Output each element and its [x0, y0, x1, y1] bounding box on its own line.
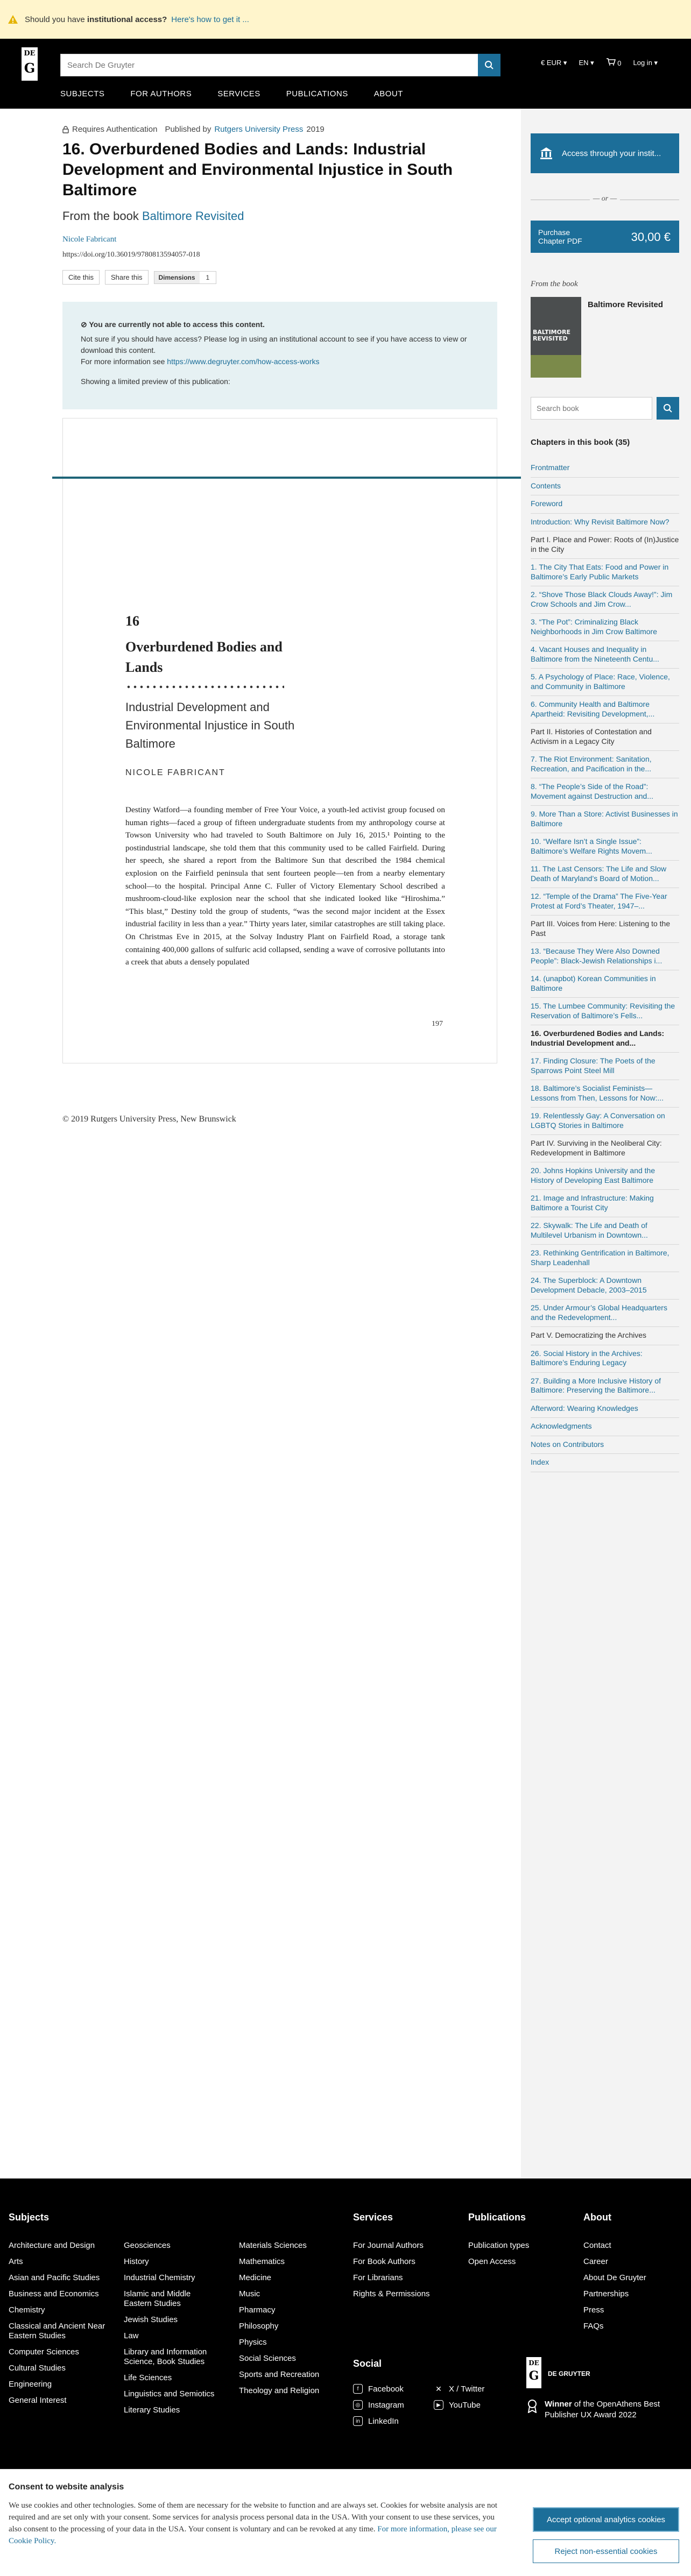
- footer-publications-link[interactable]: Publication types: [468, 2241, 530, 2250]
- no-access-more-info: For more information see https://www.degruyter.com/how-access-works: [81, 357, 320, 366]
- sidebar: [521, 109, 691, 2178]
- chapter-item[interactable]: 26. Social History in the Archives: Baltimore’s Enduring Legacy: [531, 1345, 679, 1373]
- footer-subject-link[interactable]: Social Sciences: [239, 2354, 296, 2363]
- chapter-part-heading: Part V. Democratizing the Archives: [531, 1327, 679, 1345]
- footer-about-link[interactable]: Career: [583, 2257, 608, 2266]
- instagram-icon: ◎: [353, 2400, 363, 2410]
- chapter-item[interactable]: 3. “The Pot”: Criminalizing Black Neighborhoods in Jim Crow Baltimore: [531, 614, 679, 641]
- footer-about-link[interactable]: Contact: [583, 2241, 611, 2250]
- footer-subject-link[interactable]: Computer Sciences: [9, 2347, 79, 2357]
- footer-subject-link[interactable]: Islamic and Middle Eastern Studies: [124, 2289, 191, 2308]
- de-gruyter-logo[interactable]: DE G: [22, 47, 38, 81]
- sidebar-book-title[interactable]: Baltimore Revisited: [588, 300, 664, 309]
- institutional-access-banner: [0, 0, 691, 39]
- no-access-notice: [62, 302, 497, 409]
- social-links: [353, 2384, 514, 2426]
- social-x[interactable]: ✕ X / Twitter: [434, 2384, 514, 2394]
- price: 30,00 €: [631, 230, 671, 244]
- footer-services: [353, 2238, 430, 2302]
- footer-subject-link[interactable]: Industrial Chemistry: [124, 2273, 195, 2282]
- consent-text: We use cookies and other technologies. Some of them are necessary for the website to function and are always set. Cookies for website analysis are not required and are set only with your consent. Some services for analysis process personal data in the USA. With your consent to use these services, you also consent to the processing of your data in the USA. Your consent is voluntary and can be revoked at any time. For more information, please see our Cookie Policy.: [9, 2501, 498, 2545]
- chapter-item[interactable]: 1. The City That Eats: Food and Power in Baltimore’s Early Public Markets: [531, 559, 679, 586]
- footer-subject-link[interactable]: Geosciences: [124, 2241, 171, 2250]
- site-search: [60, 54, 500, 76]
- nav-for-authors[interactable]: FOR AUTHORS: [130, 89, 192, 98]
- footer-subjects-heading: Subjects: [9, 2212, 50, 2223]
- chapter-item[interactable]: Acknowledgments: [531, 1418, 679, 1436]
- footer-subject-link[interactable]: Engineering: [9, 2380, 52, 2389]
- nav-about[interactable]: ABOUT: [373, 89, 403, 98]
- limited-preview-note: Showing a limited preview of this publication:: [81, 377, 230, 386]
- footer-about-link[interactable]: Partnerships: [583, 2289, 629, 2298]
- chapter-item[interactable]: 5. A Psychology of Place: Race, Violence, and Community in Baltimore: [531, 669, 679, 696]
- author-link[interactable]: Nicole Fabricant: [62, 235, 117, 244]
- consent-title: Consent to website analysis: [9, 2482, 124, 2492]
- chapter-item[interactable]: Notes on Contributors: [531, 1436, 679, 1454]
- warning-icon: [8, 14, 18, 25]
- preview-chapter-subtitle: Industrial Development and Environmental Injustice in South Baltimore: [125, 700, 295, 750]
- purchase-button[interactable]: Purchase Chapter PDF 30,00 €: [531, 221, 679, 253]
- from-book-line: From the book Baltimore Revisited: [62, 209, 244, 223]
- footer-subject-link[interactable]: Arts: [9, 2257, 23, 2266]
- award-icon: [526, 2399, 538, 2413]
- preview-author: NICOLE FABRICANT: [125, 768, 225, 777]
- facebook-icon: f: [353, 2384, 363, 2394]
- footer-about: [583, 2238, 646, 2334]
- dimensions-badge[interactable]: Dimensions 1: [154, 271, 217, 284]
- chapter-item[interactable]: 12. “Temple of the Drama” The Five-Year Protest at Ford’s Theater, 1947–...: [531, 888, 679, 916]
- article-actions: [62, 270, 497, 285]
- footer-subjects-col1: [9, 2238, 105, 2409]
- share-button[interactable]: Share this: [105, 270, 149, 285]
- or-divider: — or —: [531, 195, 679, 203]
- search-icon: [484, 60, 494, 70]
- requires-authentication: Requires Authentication: [72, 125, 158, 134]
- institution-icon: [539, 146, 553, 160]
- site-header: [0, 39, 691, 109]
- footer-subject-link[interactable]: Mathematics: [239, 2257, 285, 2266]
- banner-question: Should you have institutional access?: [25, 15, 167, 24]
- chapter-item[interactable]: 17. Finding Closure: The Poets of the Sparrows Point Steel Mill: [531, 1053, 679, 1080]
- chapter-item[interactable]: Introduction: Why Revisit Baltimore Now?: [531, 514, 679, 532]
- chapter-item[interactable]: 24. The Superblock: A Downtown Development Debacle, 2003–2015: [531, 1272, 679, 1300]
- cookie-consent: [0, 2469, 691, 2576]
- chapter-item[interactable]: Frontmatter: [531, 459, 679, 478]
- footer-logo[interactable]: DE G: [526, 2357, 541, 2388]
- preview-page: [125, 613, 445, 969]
- social-facebook[interactable]: f Facebook: [353, 2384, 434, 2394]
- footer-subject-link[interactable]: Law: [124, 2331, 139, 2340]
- access-institution-button[interactable]: Access through your instit...: [531, 133, 679, 173]
- main-content: [62, 125, 497, 1063]
- chapter-item[interactable]: 2. “Shove Those Black Clouds Away!”: Jim Crow Schools and Jim Crow...: [531, 586, 679, 614]
- cookie-policy-link[interactable]: For more information, please see our Cookie Policy.: [9, 2525, 497, 2545]
- footer-about-link[interactable]: Press: [583, 2305, 604, 2315]
- nav-publications[interactable]: PUBLICATIONS: [286, 89, 348, 98]
- youtube-icon: ▶: [434, 2400, 443, 2410]
- chapter-item-current[interactable]: 16. Overburdened Bodies and Lands: Industrial Development and...: [531, 1025, 679, 1053]
- book-cover-title: BALTIMORE REVISITED: [533, 329, 570, 342]
- preview-page-number: 197: [432, 1020, 443, 1028]
- footer-subject-link[interactable]: Theology and Religion: [239, 2386, 320, 2395]
- cart-icon: [606, 58, 616, 66]
- chapter-item[interactable]: Contents: [531, 478, 679, 496]
- footer-about-link[interactable]: About De Gruyter: [583, 2273, 646, 2282]
- cart-count: 0: [617, 59, 622, 67]
- footer-subject-link[interactable]: Architecture and Design: [9, 2241, 95, 2250]
- publisher-link[interactable]: Rutgers University Press: [214, 125, 304, 134]
- chapter-item[interactable]: 11. The Last Censors: The Life and Slow Death of Maryland’s Board of Motion...: [531, 861, 679, 888]
- footer-subject-link[interactable]: Sports and Recreation: [239, 2370, 320, 2379]
- footer-subject-link[interactable]: Chemistry: [9, 2305, 45, 2315]
- footer-subject-link[interactable]: Business and Economics: [9, 2289, 99, 2298]
- preview-dotted-rule: [125, 685, 284, 689]
- preview-divider: [52, 477, 563, 479]
- chapter-part-heading: Part II. Histories of Contestation and Activism in a Legacy City: [531, 723, 679, 751]
- no-access-text: Not sure if you should have access? Please log in using an institutional account to see if you have access to view or download this content.: [81, 335, 467, 354]
- footer-services-heading: Services: [353, 2212, 393, 2223]
- chapters-heading: Chapters in this book (35): [531, 438, 630, 447]
- footer-services-link[interactable]: For Librarians: [353, 2273, 403, 2282]
- footer-subject-link[interactable]: Medicine: [239, 2273, 272, 2282]
- chapter-item[interactable]: 20. Johns Hopkins University and the History of Developing East Baltimore: [531, 1162, 679, 1190]
- chapter-item[interactable]: Afterword: Wearing Knowledges: [531, 1400, 679, 1418]
- language-selector[interactable]: EN ▾: [579, 58, 594, 67]
- footer-services-link[interactable]: For Journal Authors: [353, 2241, 424, 2250]
- footer-brand-name: DE GRUYTER: [548, 2370, 590, 2378]
- chapter-item[interactable]: 25. Under Armour’s Global Headquarters and the Redevelopment...: [531, 1300, 679, 1327]
- banner-help-link[interactable]: Here's how to get it ...: [171, 15, 249, 24]
- footer-subject-link[interactable]: Life Sciences: [124, 2373, 172, 2382]
- book-search-button[interactable]: [657, 397, 679, 420]
- no-access-heading: ⊘ You are currently not able to access this content.: [81, 320, 265, 329]
- social-linkedin[interactable]: in LinkedIn: [353, 2416, 434, 2426]
- chapter-item[interactable]: Index: [531, 1454, 679, 1472]
- book-search-input[interactable]: [531, 397, 652, 420]
- nav-services[interactable]: SERVICES: [217, 89, 260, 98]
- chapter-item[interactable]: 19. Relentlessly Gay: A Conversation on LGBTQ Stories in Baltimore: [531, 1108, 679, 1135]
- from-the-book-label: From the book: [531, 280, 578, 288]
- chapter-list: [531, 459, 679, 1472]
- footer-subjects-col2: [124, 2238, 221, 2418]
- main-navigation: [60, 89, 403, 98]
- chapter-item[interactable]: 6. Community Health and Baltimore Apartheid: Revisiting Development,...: [531, 696, 679, 723]
- footer-about-link[interactable]: FAQs: [583, 2322, 604, 2331]
- footer-subject-link[interactable]: Cultural Studies: [9, 2364, 66, 2373]
- header-utilities: [541, 58, 658, 67]
- login-button[interactable]: Log in ▾: [633, 58, 658, 67]
- footer-services-link[interactable]: Rights & Permissions: [353, 2289, 430, 2298]
- lock-icon: [62, 126, 69, 133]
- site-search-input[interactable]: [61, 54, 478, 76]
- reject-cookies-button[interactable]: Reject non-essential cookies: [533, 2539, 679, 2563]
- footer-subject-link[interactable]: History: [124, 2257, 149, 2266]
- book-link[interactable]: Baltimore Revisited: [142, 209, 244, 223]
- footer-publications: [468, 2238, 529, 2270]
- footer-publications-heading: Publications: [468, 2212, 526, 2223]
- chapter-part-heading: Part IV. Surviving in the Neoliberal City: Redevelopment in Baltimore: [531, 1135, 679, 1162]
- preview-chapter-title: Overburdened Bodies and Lands: [125, 639, 283, 675]
- chapter-item[interactable]: 8. “The People’s Side of the Road”: Movement against Destruction and...: [531, 778, 679, 806]
- chapter-item[interactable]: 9. More Than a Store: Activist Businesses in Baltimore: [531, 806, 679, 833]
- page-title: 16. Overburdened Bodies and Lands: Industrial Development and Environmental Injustice in South Baltimore: [62, 140, 453, 199]
- publication-year: 2019: [306, 125, 325, 134]
- footer-subject-link[interactable]: Pharmacy: [239, 2305, 276, 2315]
- preview-body-text: Destiny Watford—a founding member of Free Your Voice, a youth-led activist group focused on human rights—faced a group of fifteen undergraduate students from my anthropology course at Towson University who had traveled to South Baltimore on July 16, 2015.¹ Pointing to the postindustrial landscape, she told them that this community used to be called Fairfield. During her speech, she shared a report from the Baltimore Sun that described the 1984 chemical explosion on the Fairfield peninsula that sent fourteen people—ten from a nearby elementary school—to the hospital. Principal Anne C. Fuller of Victory Elementary School described a mushroom-cloud-like explosion near the school that she indicated looked like “Hiroshima.” “This blast,” Destiny told the group of students, “was the second major incident at the Essex industrial facility in less than a year.” Thirty years later, similar catastrophes are still taking place. On Christmas Eve in 2015, at the Solvay Industry Plant on Fairfield Road, a storage tank containing 400,000 gallons of sulfuric acid collapsed, sending a wave of corrosive pollutants into a creek that abuts a densely populated: [125, 805, 445, 967]
- chapter-part-heading: Part III. Voices from Here: Listening to the Past: [531, 916, 679, 943]
- chapter-item[interactable]: 4. Vacant Houses and Inequality in Baltimore from the Nineteenth Centu...: [531, 641, 679, 669]
- pdf-preview: [62, 418, 497, 1063]
- preview-chapter-number: 16: [125, 613, 139, 629]
- accept-cookies-button[interactable]: Accept optional analytics cookies: [533, 2507, 679, 2532]
- footer-subject-link[interactable]: Literary Studies: [124, 2405, 180, 2415]
- footer-subject-link[interactable]: Physics: [239, 2338, 267, 2347]
- x-icon: ✕: [435, 2384, 442, 2393]
- search-button[interactable]: [478, 54, 500, 76]
- social-instagram[interactable]: ◎ Instagram: [353, 2400, 434, 2410]
- chapter-item[interactable]: 7. The Riot Environment: Sanitation, Recreation, and Pacification in the...: [531, 751, 679, 778]
- ux-award: Winner of the OpenAthens Best Publisher UX Award 2022: [526, 2399, 663, 2421]
- footer-subject-link[interactable]: Materials Sciences: [239, 2241, 307, 2250]
- currency-selector[interactable]: € EUR ▾: [541, 58, 567, 67]
- chapter-copyright: © 2019 Rutgers University Press, New Brunswick: [62, 1115, 236, 1124]
- chapter-item[interactable]: 22. Skywalk: The Life and Death of Multilevel Urbanism in Downtown...: [531, 1217, 679, 1245]
- search-icon: [663, 403, 673, 413]
- footer-subject-link[interactable]: Asian and Pacific Studies: [9, 2273, 100, 2282]
- chapter-item[interactable]: 13. “Because They Were Also Downed People”: Black-Jewish Relationships i...: [531, 943, 679, 970]
- chapter-item[interactable]: 21. Image and Infrastructure: Making Baltimore a Tourist City: [531, 1190, 679, 1217]
- chapter-item[interactable]: 23. Rethinking Gentrification in Baltimore, Sharp Leadenhall: [531, 1245, 679, 1272]
- publication-meta: Requires Authentication Published by Rutgers University Press 2019: [62, 125, 497, 134]
- linkedin-icon: in: [353, 2416, 363, 2426]
- chapter-item[interactable]: 15. The Lumbee Community: Revisiting the Reservation of Baltimore’s Fells...: [531, 998, 679, 1025]
- cite-button[interactable]: Cite this: [62, 270, 100, 285]
- chapter-item[interactable]: 27. Building a More Inclusive History of Baltimore: Preserving the Baltimore...: [531, 1373, 679, 1400]
- book-search: [531, 397, 679, 420]
- footer-subject-link[interactable]: General Interest: [9, 2396, 67, 2405]
- footer-subject-link[interactable]: Jewish Studies: [124, 2315, 178, 2324]
- book-cover[interactable]: [531, 297, 581, 378]
- footer-subject-link[interactable]: Linguistics and Semiotics: [124, 2389, 215, 2398]
- doi: https://doi.org/10.36019/9780813594057-018: [62, 251, 200, 259]
- chapter-item[interactable]: 10. “Welfare Isn’t a Single Issue”: Baltimore’s Welfare Rights Movem...: [531, 833, 679, 861]
- nav-subjects[interactable]: SUBJECTS: [60, 89, 105, 98]
- footer-subject-link[interactable]: Philosophy: [239, 2322, 279, 2331]
- footer-services-link[interactable]: For Book Authors: [353, 2257, 415, 2266]
- footer-subject-link[interactable]: Library and Information Science, Book Studies: [124, 2347, 207, 2366]
- footer-subject-link[interactable]: Classical and Ancient Near Eastern Studies: [9, 2322, 105, 2340]
- footer-subjects-col3: [239, 2238, 336, 2399]
- chapter-item[interactable]: Foreword: [531, 495, 679, 514]
- chapter-part-heading: Part I. Place and Power: Roots of (In)Justice in the City: [531, 531, 679, 559]
- social-youtube[interactable]: ▶ YouTube: [434, 2400, 514, 2410]
- how-access-works-link[interactable]: https://www.degruyter.com/how-access-works: [167, 357, 320, 366]
- chapter-item[interactable]: 14. (unapbot) Korean Communities in Baltimore: [531, 970, 679, 998]
- footer-publications-link[interactable]: Open Access: [468, 2257, 516, 2266]
- footer-about-heading: About: [583, 2212, 611, 2223]
- cart-button[interactable]: [606, 58, 622, 67]
- footer-social-heading: Social: [353, 2358, 382, 2369]
- chapter-item[interactable]: 18. Baltimore’s Socialist Feminists—Lessons from Then, Lessons for Now:...: [531, 1080, 679, 1108]
- footer-subject-link[interactable]: Music: [239, 2289, 260, 2298]
